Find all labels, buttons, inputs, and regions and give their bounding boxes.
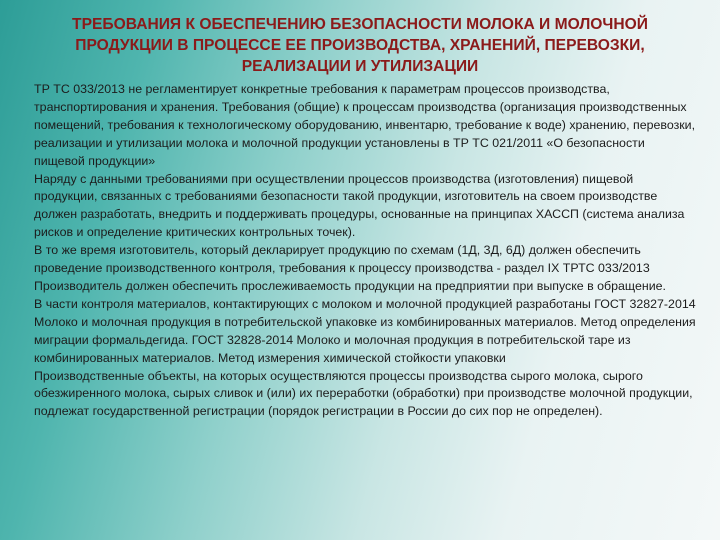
paragraph-production-control: В то же время изготовитель, который декларирует продукцию по схемам (1Д, 3Д, 6Д) должен обеспечить проведение производственного контроля, требования к процессу производства - раздел IX ТРТС 033/2013 [34,243,650,276]
paragraph-tr-ts-033: ТР ТС 033/2013 не регламентирует конкретные требования к параметрам процессов производства, транспортирования и хранения. Требования (общие) к процессам производства (организация производственных помещений, требования к технологическому оборудованию, инвентарю, требование к воде) хранению, перевозки, реализации и утилизации молока и молочной продукции установлены в ТР ТС 021/2011 «О безопасности пищевой продукции» [34,82,696,168]
paragraph-state-registration: Производственные объекты, на которых осуществляются процессы производства сырого молока, сырого обезжиренного молока, сырых сливок и (или) их переработки (обработки) при производстве молочной продукции, подлежат государственной регистрации (порядок регистрации в России до сих пор не определен). [34,368,693,419]
paragraph-traceability: Производитель должен обеспечить прослеживаемость продукции на предприятии при выпуске в обращение. [34,278,666,293]
slide-title: ТРЕБОВАНИЯ К ОБЕСПЕЧЕНИЮ БЕЗОПАСНОСТИ МОЛОКА И МОЛОЧНОЙ ПРОДУКЦИИ В ПРОЦЕССЕ ЕЕ ПРОИЗВОДСТВА, ХРАНЕНИЙ, ПЕРЕВОЗКИ, РЕАЛИЗАЦИИ И УТИЛИЗАЦИИ [72,16,648,75]
paragraph-gost-materials: В части контроля материалов, контактирующих с молоком и молочной продукцией разработаны ГОСТ 32827-2014 Молоко и молочная продукция в потребительской упаковке из комбинированных материалов. Метод определения миграции формальдегида. ГОСТ 32828-2014 Молоко и молочная продукция в потребительской таре из комбинированных материалов. Метод измерения химической стойкости упаковки [34,296,696,365]
paragraph-haccp: Наряду с данными требованиями при осуществлении процессов производства (изготовления) пищевой продукции, связанных с требованиями безопасности такой продукции, изготовитель на своем производстве должен разработать, внедрить и поддерживать процедуры, основанные на принципах ХАССП (система анализа рисков и определение критических контрольных точек). [34,171,685,240]
slide-body [34,81,696,421]
